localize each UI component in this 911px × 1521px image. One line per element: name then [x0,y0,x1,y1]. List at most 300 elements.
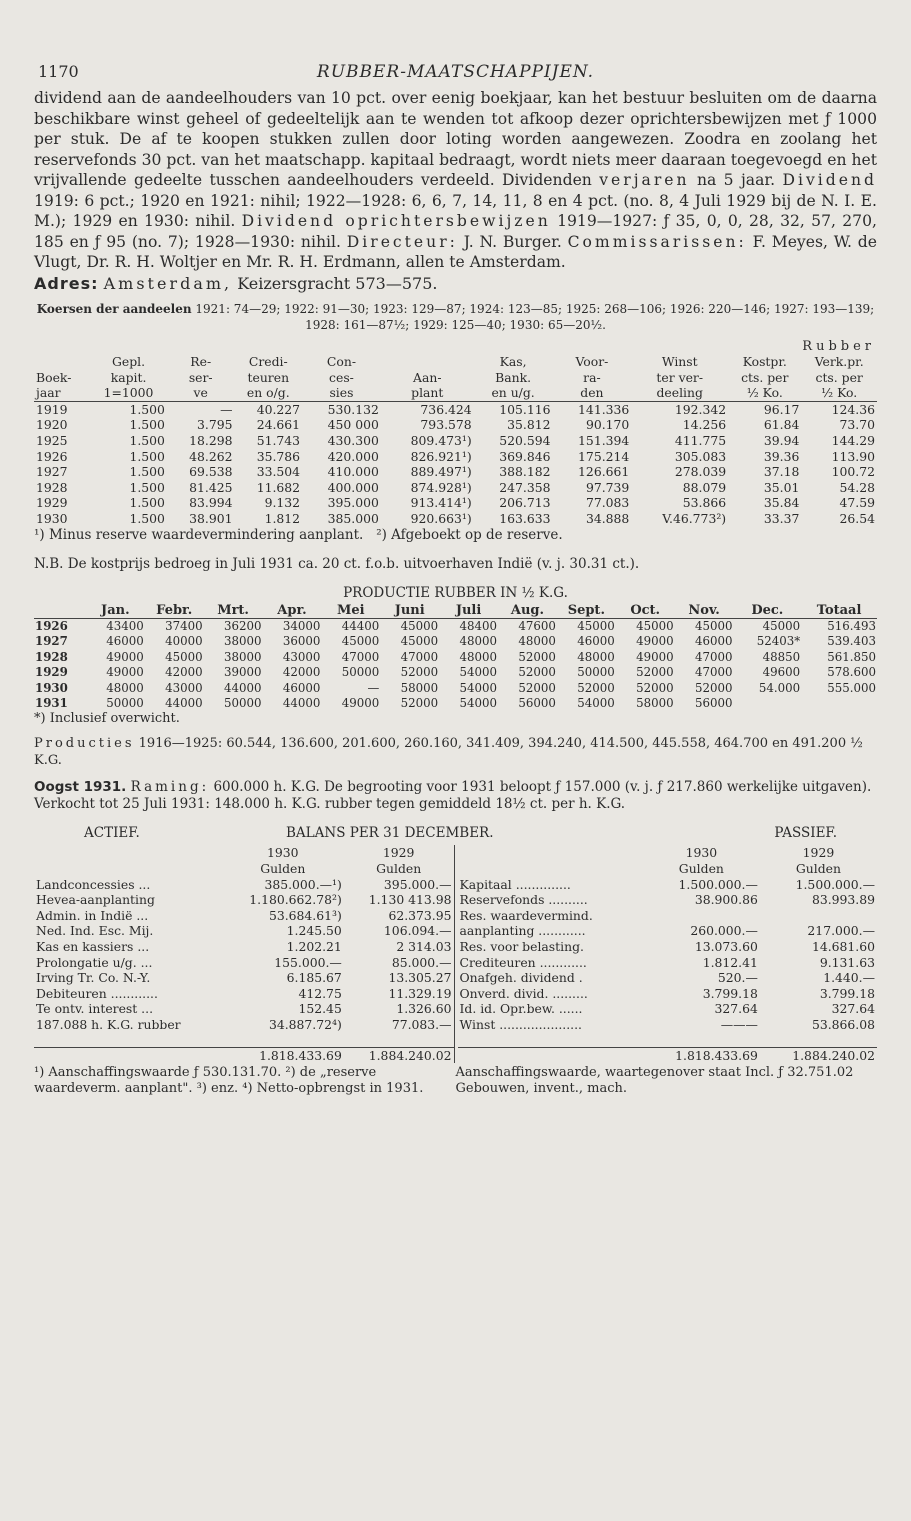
passief-row [458,970,878,986]
production-value-cell: 52000 [577,680,615,695]
fin-value-cell: 34.888 [585,511,630,527]
passief-item-value: 217.000.— [807,923,875,939]
fin-value-cell: 3.795 [197,417,233,433]
actief-row [34,1017,454,1033]
fin-value-cell: 126.661 [578,464,630,480]
actief-item-value: 1.326.60 [396,1001,452,1017]
production-year-cell: 1928 [35,649,68,664]
fin-value-cell: 35.84 [763,495,800,511]
fin-value-cell: 14.256 [682,417,727,433]
raming-label: Raming: [130,779,210,796]
fin-header-cell: plant [381,385,474,401]
production-row [34,634,877,649]
production-value-cell: 45000 [636,619,674,634]
production-value-cell: 34000 [282,619,321,634]
fin-table-row [34,417,877,433]
fin-header-cell: Bank. [495,369,532,385]
fin-year-cell: 1928 [36,479,68,495]
production-header-cell: Jan. [86,603,145,619]
fin-value-cell: 113.90 [831,448,875,464]
passief-item-value: 3.799.18 [702,985,758,1001]
production-value-cell: 45000 [762,619,801,634]
passief-item-value: 327.64 [714,1001,758,1017]
actief-item-value: 6.185.67 [286,970,342,986]
fin-value-cell: 874.928¹) [410,479,472,495]
passief-item-name: Onafgeh. dividend . [459,970,583,986]
fin-value-cell: 83.994 [189,495,233,511]
fin-value-cell: 18.298 [189,433,233,449]
production-value-cell: 49000 [106,649,144,664]
production-value-cell: 48000 [459,634,498,649]
actief-row [34,908,454,924]
production-value-cell: 58000 [400,680,439,695]
production-value-cell: 44400 [341,619,380,634]
production-value-cell: 40000 [165,634,203,649]
actief-row [34,970,454,986]
production-value-cell: 555.000 [827,680,876,695]
production-value-cell: 50000 [341,665,380,680]
production-value-cell: 47000 [694,649,733,664]
fin-value-cell: 35.01 [763,479,800,495]
fin-year-cell: 1920 [36,417,68,433]
production-header-cell: Dec. [734,603,802,619]
production-value-cell: 45000 [400,634,439,649]
production-value-cell: 44000 [165,696,203,711]
production-value-cell: 44000 [223,680,262,695]
production-note: *) Inclusief overwicht. [34,711,180,727]
fin-header-cell: Kostpr. [742,354,787,370]
fin-value-cell: 1.500 [129,495,165,511]
balance-passief [454,845,878,1063]
production-value-cell: 46000 [577,634,615,649]
passief-unit-2: Gulden [795,861,841,877]
fin-value-cell: 151.394 [578,433,630,449]
production-header-cell: Nov. [675,603,734,619]
production-value-cell: 47000 [694,665,733,680]
fin-value-cell: 54.28 [839,479,875,495]
production-header-cell: Juli [439,603,498,619]
production-value-cell: 50000 [106,696,144,711]
fin-value-cell: 40.227 [256,401,301,417]
production-row [34,681,877,696]
fin-value-cell: 1.812 [264,511,301,527]
fin-value-cell: 411.775 [674,433,727,449]
fin-value-cell: 69.538 [189,464,233,480]
production-value-cell: 50000 [223,696,262,711]
production-value-cell: 48850 [762,649,801,664]
verjaren-label: verjaren [599,171,690,189]
production-value-cell: 45000 [165,649,203,664]
actief-item-value: 53.684.61³) [268,907,342,923]
fin-value-cell: 100.72 [831,464,875,480]
fin-value-cell: 192.342 [674,401,727,417]
production-value-cell: 43400 [106,619,144,634]
actief-row [34,1001,454,1017]
production-value-cell: 48000 [518,634,556,649]
passief-row [458,939,878,955]
passief-item-value: 327.64 [831,1001,875,1017]
fin-year-cell: 1930 [36,511,68,527]
production-value-cell: 49000 [636,634,674,649]
fin-header-cell: Verk.pr. [814,354,864,370]
actief-item-value: 1.180.662.78²) [249,892,342,908]
fin-value-cell: 736.424 [420,401,472,417]
production-value-cell: 46000 [694,634,733,649]
fin-value-cell: 1.500 [129,448,165,464]
producties-label: Producties [34,736,135,752]
actief-item-value: 152.45 [298,1001,342,1017]
actief-row [34,923,454,939]
actief-item-value: 62.373.95 [388,907,452,923]
production-year-cell: 1926 [35,619,68,634]
fin-header-cell: ½ Ko. [801,385,877,401]
fin-value-cell: V.46.773²) [662,511,727,527]
passief-item-name: aanplanting ............ [459,923,586,939]
actief-item-name: 187.088 h. K.G. rubber [36,1017,181,1032]
passief-total-1930: 1.818.433.69 [643,1047,760,1063]
fin-value-cell: 77.083 [585,495,630,511]
fin-value-cell: 278.039 [674,464,727,480]
balance-title: BALANS PER 31 DECEMBER. [286,825,494,842]
fin-year-cell: 1919 [36,401,68,417]
production-value-cell: 52000 [518,665,556,680]
passief-item-value: 3.799.18 [819,985,875,1001]
production-year-cell: 1927 [35,634,68,649]
production-table-body [34,619,877,712]
actief-item-value: 395.000.— [383,876,452,892]
production-row [34,696,877,711]
fin-value-cell: 144.29 [831,433,875,449]
fin-table-row [34,480,877,496]
production-value-cell: 45000 [694,619,733,634]
actief-row [34,939,454,955]
balance-notes-right: Aanschaffingswaarde, waartegenover staat Incl. ƒ 32.751.02 Gebouwen, invent., mach. [455,1065,854,1097]
fin-header-cell: den [552,385,631,401]
fin-value-cell: 35.786 [256,448,301,464]
actief-label: ACTIEF. [84,825,140,842]
fin-value-cell: 96.17 [763,401,800,417]
intro-paragraph [34,88,877,273]
production-header-cell [34,603,86,619]
actief-item-name: Admin. in Indië ... [36,907,149,923]
production-value-cell: 48000 [459,649,498,664]
actief-item-value: 13.305.27 [388,970,452,986]
fin-year-cell: 1927 [36,464,68,480]
production-value-cell: 54.000 [758,680,801,695]
fin-note-2: ²) Afgeboekt op de reserve. [376,526,563,543]
production-value-cell: 47000 [400,649,439,664]
actief-item-value: 155.000.— [274,954,342,970]
fin-value-cell: 1.500 [129,479,165,495]
oogst-label: Oogst 1931. [34,779,127,796]
production-value-cell: 54000 [577,696,615,711]
actief-item-value: 1.130 413.98 [368,892,452,908]
production-value-cell: 54000 [459,665,498,680]
production-value-cell: 46000 [106,634,144,649]
address-label: Adres: [34,273,99,293]
production-value-cell: 48000 [577,649,615,664]
fin-value-cell: 9.132 [264,495,301,511]
share-prices-label: Koersen der aandeelen [36,301,192,316]
passief-year-2: 1929 [802,845,835,861]
passief-item-name: Onverd. divid. ......... [459,985,588,1001]
production-value-cell: 52000 [636,665,674,680]
production-value-cell: 54000 [459,696,498,711]
passief-item-value [760,908,877,924]
production-header-cell: Oct. [616,603,675,619]
fin-value-cell: 105.116 [499,401,551,417]
fin-value-cell: 369.846 [499,448,551,464]
actief-item-value: 1.245.50 [286,923,342,939]
fin-value-cell: 920.663¹) [410,511,472,527]
passief-total-1929: 1.884.240.02 [760,1047,877,1063]
fin-header-cell: Aan- [413,369,442,385]
fin-header-cell: jaar [34,385,90,401]
fin-value-cell: 24.661 [256,417,301,433]
production-value-cell: 56000 [518,696,556,711]
address-city: Amsterdam, [103,273,233,293]
fin-value-cell: 97.739 [585,479,630,495]
fin-header-row-3 [34,385,877,401]
actief-item-value: 106.094.— [383,923,452,939]
fin-value-cell: 61.84 [763,417,800,433]
fin-value-cell: 163.633 [499,511,551,527]
fin-value-cell: 206.713 [499,495,551,511]
commissarissen-label: Commissarissen: [567,232,747,251]
actief-item-name: Prolongatie u/g. ... [36,954,153,970]
actief-row [34,955,454,971]
fin-header-cell: Con- [326,354,357,370]
production-title: PRODUCTIE RUBBER IN ½ K.G. [343,584,568,601]
production-value-cell: 38000 [223,634,262,649]
production-value-cell: 37400 [165,619,203,634]
fin-header-cell: ter ver- [656,369,704,385]
production-value-cell: 49600 [762,665,801,680]
production-value-cell: 48000 [106,680,144,695]
passief-item-name: Reservefonds .......... [459,892,588,908]
production-value-cell: 49000 [636,649,674,664]
fin-header-cell: 1=1000 [90,385,167,401]
production-value-cell: 39000 [223,665,262,680]
production-row [34,650,877,665]
actief-body [34,877,454,1033]
production-year-cell: 1931 [35,696,68,711]
actief-item-name: Irving Tr. Co. N.-Y. [36,970,151,986]
actief-unit-1: Gulden [260,861,306,877]
fin-value-cell: 420.000 [327,448,379,464]
fin-value-cell: 73.70 [839,417,875,433]
actief-total-1929: 1.884.240.02 [344,1047,454,1063]
fin-header-cell: ½ Ko. [728,385,801,401]
rubber-header: Rubber [802,338,875,354]
fin-value-cell: 793.578 [420,417,472,433]
fin-value-cell: 39.36 [763,448,800,464]
balance-header [34,825,877,845]
passief-row [458,923,878,939]
actief-item-value: 385.000.—¹) [264,876,342,892]
passief-row [458,877,878,893]
fin-table-row [34,401,877,417]
passief-year-1: 1930 [685,845,718,861]
actief-row [34,892,454,908]
production-header-cell: Juni [380,603,439,619]
production-value-cell [801,696,877,711]
fin-value-cell: — [220,401,233,417]
fin-value-cell: 88.079 [682,479,727,495]
fin-value-cell: 247.358 [499,479,551,495]
dividend-oprichters-text: 1919—1927: ƒ 35, 0, 0, 28, 32, 57, 270, 185 en ƒ 95 (no. 7); 1928—1930: nihil. [34,212,877,251]
production-value-cell: — [367,680,380,695]
fin-value-cell: 124.36 [831,401,875,417]
actief-item-value: 412.75 [298,985,342,1001]
passief-item-name: Crediteuren ............ [459,954,587,970]
fin-value-cell: 395.000 [327,495,379,511]
production-value-cell: 52403* [756,634,801,649]
intro-text-2: na 5 jaar. [696,171,776,189]
passief-item-value: 13.073.60 [694,939,758,955]
fin-note-1: ¹) Minus reserve waardevermindering aanplant. [34,526,364,543]
production-header-row [34,603,877,619]
fin-value-cell: 26.54 [839,511,875,527]
production-value-cell: 45000 [400,619,439,634]
actief-total-1930: 1.818.433.69 [222,1047,344,1063]
fin-value-cell: 530.132 [327,401,379,417]
actief-item-name: Te ontv. interest ... [36,1001,154,1017]
fin-value-cell: 37.18 [763,464,800,480]
passief-item-value [643,908,760,924]
fin-value-cell: 400.000 [327,479,379,495]
fin-header-cell: cts. per [815,369,863,385]
fin-header-cell: ve [167,385,235,401]
running-title: RUBBER-MAATSCHAPPIJEN. [316,62,595,82]
production-value-cell: 36200 [223,619,262,634]
fin-value-cell: 388.182 [499,464,551,480]
passief-item-value: 38.900.86 [694,892,758,908]
dividend-text: 1919: 6 pct.; 1920 en 1921: nihil; 1922—1928: 6, 6, 7, 14, 11, 8 en 4 pct. (no. 8, 4 Juli 1929 bij de N. I. E. M.); 1929 en 1930: nihil. [34,191,877,230]
passief-body [458,877,878,1033]
fin-value-cell: 385.000 [327,511,379,527]
fin-value-cell: 48.262 [189,448,233,464]
actief-item-name: Kas en kassiers ... [36,939,150,955]
production-value-cell: 539.403 [827,634,876,649]
passief-row [458,986,878,1002]
actief-item-name: Debiteuren ............ [36,985,158,1001]
fin-value-cell: 410.000 [327,464,379,480]
fin-header-cell: Re- [190,354,212,370]
address-street: Keizersgracht 573—575. [237,273,438,293]
balance-sheet [34,845,877,1063]
actief-item-name: Ned. Ind. Esc. Mij. [36,923,154,939]
production-value-cell: 52000 [400,665,439,680]
oogst-paragraph [34,779,877,813]
producties-text: 1916—1925: 60.544, 136.600, 201.600, 260.160, 341.409, 394.240, 414.500, 445.558, 464.700 en 491.200 ½ K.G. [34,736,863,769]
fin-value-cell: 1.500 [129,511,165,527]
production-value-cell: 52000 [518,680,556,695]
fin-header-cell: ces- [329,369,354,385]
actief-year-2: 1929 [382,845,415,861]
fin-value-cell: 47.59 [839,495,875,511]
actief-row [34,986,454,1002]
actief-item-value: 34.887.72⁴) [268,1017,342,1032]
financial-table [34,339,877,527]
production-value-cell: 54000 [459,680,498,695]
actief-item-value: 77.083.— [391,1017,452,1032]
production-year-cell: 1929 [35,665,68,680]
balance-notes-left: ¹) Aanschaffingswaarde ƒ 530.131.70. ²) de „reserve waardeverm. aanplant". ³) enz. ⁴) Netto-opbrengst in 1931. [34,1065,424,1097]
fin-value-cell: 175.214 [578,448,630,464]
production-value-cell: 45000 [577,619,615,634]
fin-header-cell: kapit. [110,369,147,385]
actief-table [34,845,454,1063]
production-value-cell: 578.600 [827,665,876,680]
fin-header-cell: Kas, [499,354,527,370]
fin-value-cell: 33.37 [763,511,800,527]
fin-value-cell: 826.921¹) [410,448,472,464]
commissarissen-text: F. Meyes, W. de Vlugt, Dr. R. H. Woltjer en Mr. R. H. Erdmann, allen te Amsterdam. [34,232,877,271]
share-prices [34,301,877,333]
directeur-text: J. N. Burger. [463,232,562,251]
passief-item-value: 520.— [717,970,758,986]
production-value-cell: 52000 [694,680,733,695]
production-header-cell: Febr. [145,603,204,619]
fin-value-cell: 1.500 [129,433,165,449]
fin-header-cell [381,354,474,370]
fin-header-cell: en o/g. [235,385,303,401]
passief-row [458,955,878,971]
passief-row [458,1017,878,1033]
production-value-cell: 36000 [282,634,321,649]
fin-header-row-2 [34,370,877,386]
production-value-cell: 48400 [459,619,498,634]
passief-item-value: 9.131.63 [819,954,875,970]
production-row [34,619,877,635]
actief-item-name: Hevea-aanplanting [36,892,155,908]
dividend-label: Dividend [782,171,877,189]
production-value-cell: 45000 [341,634,380,649]
passief-row [458,1001,878,1017]
fin-value-cell: 35.812 [507,417,551,433]
passief-item-value: 260.000.— [690,923,758,939]
production-value-cell: 43000 [165,680,203,695]
oogst-text: 600.000 h. K.G. De begrooting voor 1931 beloopt ƒ 157.000 (v. j. ƒ 217.860 werkelijke uitgaven). Verkocht tot 25 Juli 1931: 148.000 h. K.G. rubber tegen gemiddeld 18½ ct. per h. K.G. [34,779,872,813]
production-year-cell: 1930 [35,680,68,695]
fin-value-cell: 430.300 [327,433,379,449]
fin-header-cell: ra- [583,369,601,385]
fin-table-row [34,511,877,527]
producties-line [34,735,877,769]
passief-item-value: 14.681.60 [811,939,875,955]
production-value-cell: 38000 [223,649,262,664]
passief-row [458,892,878,908]
production-value-cell: 56000 [694,696,733,711]
passief-table [458,845,878,1063]
address-line [34,274,877,293]
production-value-cell: 43000 [282,649,321,664]
production-value-cell: 49000 [106,665,144,680]
fin-table-row [34,433,877,449]
fin-header-cell: sies [302,385,381,401]
passief-item-value: 83.993.89 [811,892,875,908]
fin-header-cell: cts. per [741,369,789,385]
fin-value-cell: 141.336 [578,401,630,417]
production-value-cell: 58000 [636,696,674,711]
passief-item-value: 1.500.000.— [678,876,758,892]
dividend-oprichters-label: Dividend oprichtersbewijzen [241,212,551,230]
passief-row [458,908,878,924]
fin-value-cell: 450 000 [327,417,379,433]
page-number: 1170 [38,62,79,81]
actief-unit-2: Gulden [376,861,422,877]
